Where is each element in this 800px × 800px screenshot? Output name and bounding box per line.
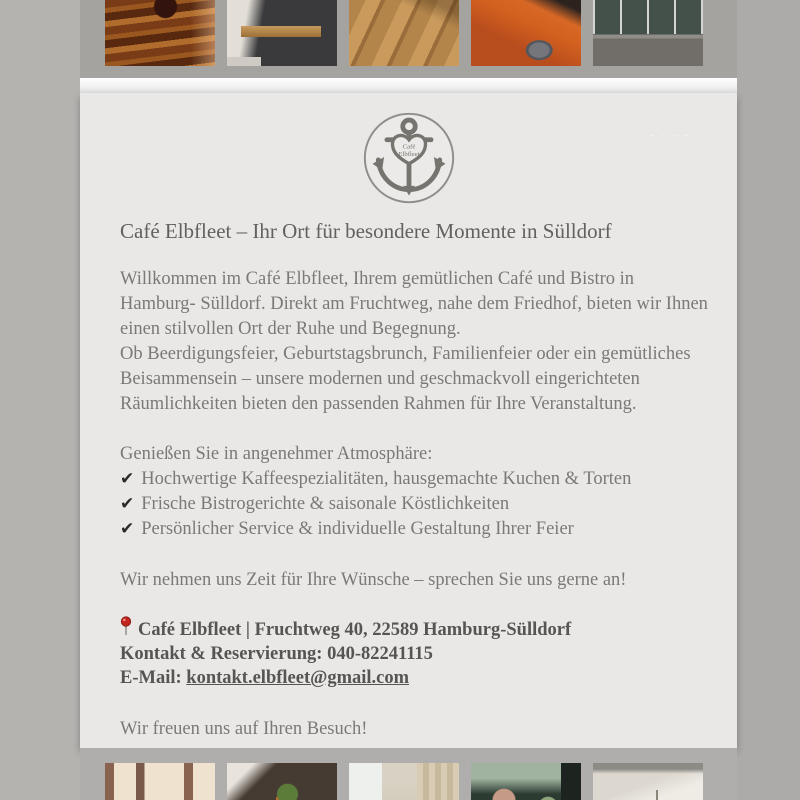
address-line [120, 616, 723, 642]
benefit-item [120, 467, 723, 492]
bottom-thumbnail-strip [80, 748, 737, 800]
top-photo-row [80, 0, 737, 66]
closing-line: Wir nehmen uns Zeit für Ihre Wünsche – sprechen Sie uns gerne an! [120, 570, 627, 590]
faint-watermark: – – – – [650, 131, 691, 141]
thumbnail-orange-chair[interactable] [471, 0, 581, 66]
benefit-text: Frische Bistrogerichte & saisonale Köstlichkeiten [141, 494, 510, 514]
flyer-content [80, 219, 737, 742]
thumbnail-room-window[interactable] [349, 763, 459, 800]
phone-line: Kontakt & Reservierung: 040-82241115 [120, 644, 433, 664]
thumbnail-conservatory[interactable] [593, 0, 703, 66]
flyer-card [80, 93, 737, 748]
benefits-heading: Genießen Sie in angenehmer Atmosphäre: [120, 444, 433, 464]
benefits-list [120, 467, 723, 542]
cafe-elbfleet-anchor-logo [361, 110, 457, 206]
checkmark-icon: ✔ [120, 469, 135, 489]
logo-text-line2: Elbfleet [397, 151, 420, 159]
thumbnail-cake[interactable] [105, 0, 215, 66]
email-label: E-Mail: [120, 668, 187, 688]
benefit-item [120, 517, 723, 542]
events-paragraph [120, 342, 723, 417]
intro-paragraph [120, 267, 723, 342]
events-line: Räumlichkeiten bieten den passenden Rahmen für Ihre Veranstaltung. [120, 394, 637, 414]
top-thumbnail-strip [80, 0, 737, 78]
farewell-line: Wir freuen uns auf Ihren Besuch! [120, 719, 368, 739]
thumbnail-cafe-guests[interactable] [471, 763, 581, 800]
checkmark-icon: ✔ [120, 494, 135, 514]
thumbnail-wood-floor[interactable] [349, 0, 459, 66]
contact-block [120, 616, 723, 690]
bottom-photo-row [80, 748, 737, 800]
flyer-title: Café Elbfleet – Ihr Ort für besondere Momente in Sülldorf [120, 219, 612, 243]
benefit-text: Hochwertige Kaffeespezialitäten, hausgemachte Kuchen & Torten [141, 469, 632, 489]
thumbnail-console-table[interactable] [227, 0, 337, 66]
benefit-text: Persönlicher Service & individuelle Gestaltung Ihrer Feier [141, 519, 574, 539]
right-background-strip [737, 0, 800, 800]
checkmark-icon: ✔ [120, 519, 135, 539]
events-line: Ob Beerdigungsfeier, Geburtstagsbrunch, Familienfeier oder ein gemütliches [120, 344, 691, 364]
intro-line: Hamburg- Sülldorf. Direkt am Fruchtweg, nahe dem Friedhof, bieten wir Ihnen [120, 294, 708, 314]
intro-line: Willkommen im Café Elbfleet, Ihrem gemütlichen Café und Bistro in [120, 269, 635, 289]
address-text: Café Elbfleet | Fruchtweg 40, 22589 Hamburg-Sülldorf [138, 620, 572, 640]
events-line: Beisammensein – unsere modernen und geschmackvoll eingerichteten [120, 369, 640, 389]
thumbnail-window-sill[interactable] [105, 763, 215, 800]
map-pin-icon [120, 616, 132, 638]
benefit-item [120, 492, 723, 517]
thumbnail-ceiling-lamp[interactable] [593, 763, 703, 800]
email-line [120, 666, 723, 690]
thumbnail-plant[interactable] [227, 763, 337, 800]
intro-line: einen stilvollen Ort der Ruhe und Begegnung. [120, 319, 461, 339]
email-link[interactable]: kontakt.elbfleet@gmail.com [186, 668, 410, 688]
logo-text-line1: Café [402, 143, 415, 151]
page-edge-highlight [80, 78, 737, 93]
